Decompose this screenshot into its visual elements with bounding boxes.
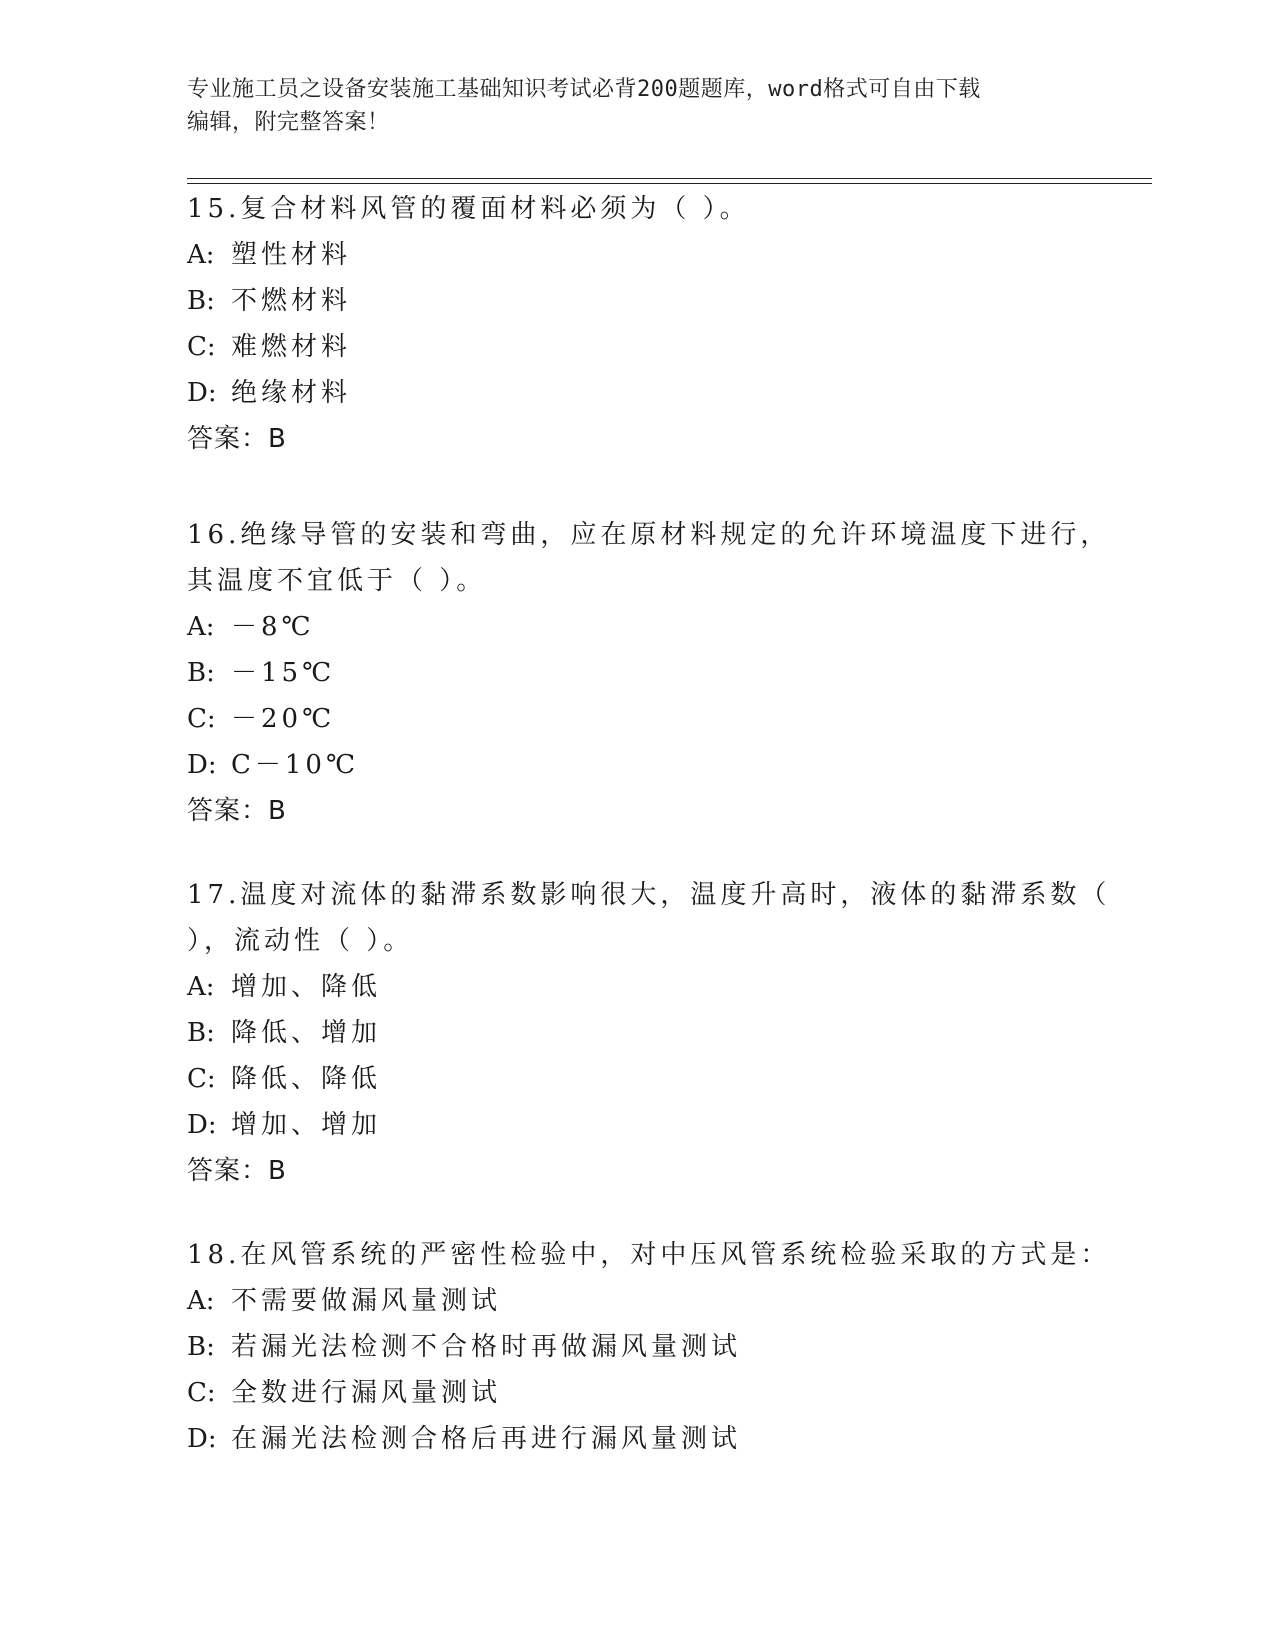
option-text: 降低、增加 [231,1018,382,1048]
option-b [187,650,1087,696]
option-a [187,964,1087,1010]
option-text: 全数进行漏风量测试 [231,1378,502,1408]
option-text: －8℃ [231,612,315,642]
option-letter: C: [187,332,216,362]
option-b [187,278,1087,324]
option-letter: D: [187,378,217,408]
option-letter: A: [187,240,215,270]
question-text: 16.绝缘导管的安装和弯曲，应在原材料规定的允许环境温度下进行， [187,520,1111,550]
option-text: 降低、降低 [231,1064,382,1094]
option-letter: D: [187,750,217,780]
option-d [187,370,1087,416]
option-letter: D: [187,1424,217,1454]
option-text: －15℃ [231,658,336,688]
option-c [187,696,1087,742]
question-text: 18.在风管系统的严密性检验中，对中压风管系统检验采取的方式是： [187,1240,1111,1270]
option-letter: B: [187,1018,215,1048]
answer-text: 答案：B [187,1156,287,1186]
option-letter: C: [187,1378,216,1408]
header-line-2: 编辑，附完整答案！ [187,110,390,135]
option-d [187,742,1087,788]
option-text: 增加、降低 [231,972,382,1002]
question-18 [187,1232,1111,1462]
option-letter: A: [187,1286,215,1316]
option-c [187,1370,1087,1416]
question-text: 17.温度对流体的黏滞系数影响很大，温度升高时，液体的黏滞系数（ [187,880,1111,910]
option-letter: C: [187,704,216,734]
option-text: 不燃材料 [231,286,352,316]
option-text: －20℃ [231,704,336,734]
option-text: 难燃材料 [231,332,352,362]
question-text: 15.复合材料风管的覆面材料必须为（ ）。 [187,194,750,224]
option-letter: C: [187,1064,216,1094]
option-c [187,324,1087,370]
option-letter: B: [187,658,215,688]
option-a [187,232,1087,278]
option-letter: B: [187,286,215,316]
answer-text: 答案：B [187,424,287,454]
option-letter: D: [187,1110,217,1140]
option-text: 塑性材料 [231,240,352,270]
header-divider-bottom [187,183,1152,184]
question-17 [187,872,1111,1194]
option-a [187,604,1087,650]
option-text: 不需要做漏风量测试 [231,1286,502,1316]
option-text: 若漏光法检测不合格时再做漏风量测试 [231,1332,742,1362]
document-header [187,73,1067,139]
option-letter: B: [187,1332,215,1362]
header-divider-top [187,178,1152,179]
option-letter: A: [187,972,215,1002]
question-text-continued: ），流动性（ ）。 [187,926,414,956]
option-text: 绝缘材料 [231,378,352,408]
question-15 [187,186,1087,462]
option-c [187,1056,1087,1102]
question-16 [187,512,1111,834]
option-d [187,1416,1087,1462]
option-text: 增加、增加 [231,1110,382,1140]
option-letter: A: [187,612,215,642]
question-text-continued: 其温度不宜低于（ ）。 [187,566,487,596]
header-line-1: 专业施工员之设备安装施工基础知识考试必背200题题库，word格式可自由下载 [187,77,981,102]
option-a [187,1278,1087,1324]
option-b [187,1324,1087,1370]
answer-text: 答案：B [187,796,287,826]
option-b [187,1010,1087,1056]
option-d [187,1102,1087,1148]
option-text: C－10℃ [231,750,360,780]
option-text: 在漏光法检测合格后再进行漏风量测试 [231,1424,742,1454]
